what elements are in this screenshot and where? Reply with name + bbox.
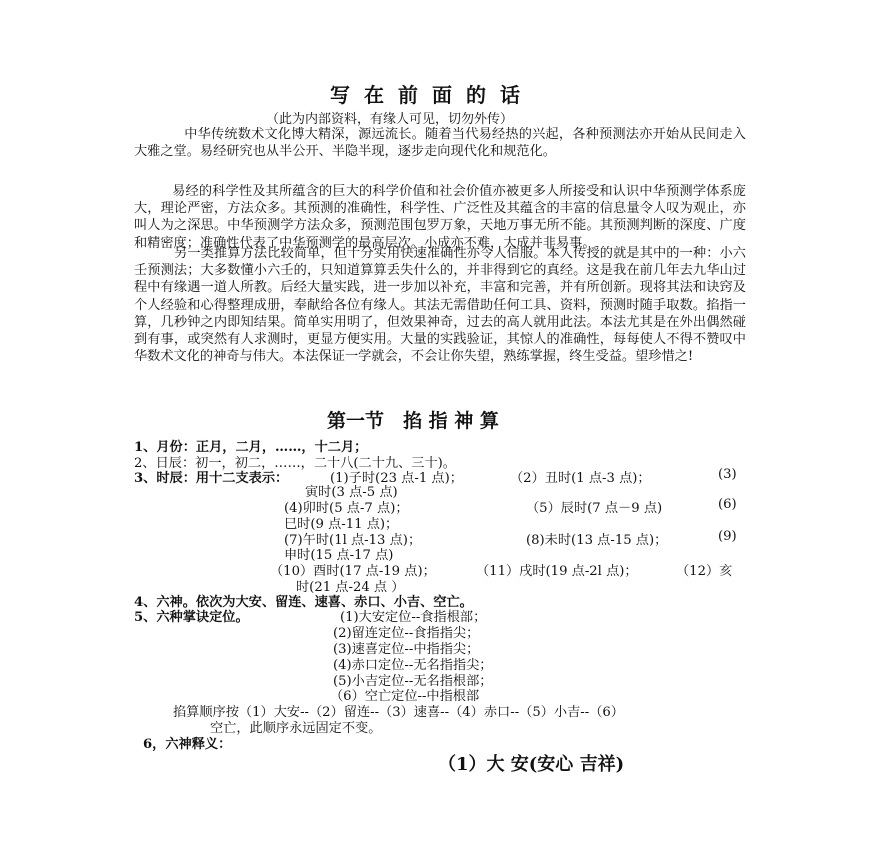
hour-6: 巳时(9 点-11 点)； bbox=[284, 517, 399, 532]
hour-7: (7)午时(1l 点-13 点)； bbox=[284, 533, 422, 548]
hour-1: (1)子时(23 点-1 点)； bbox=[330, 471, 463, 486]
page-title: 写在前面的话 bbox=[330, 83, 534, 107]
order-line-2: 空亡，此顺序永远固定不变。 bbox=[210, 721, 382, 736]
item-dingwei-label: 5、六种掌诀定位。 bbox=[134, 610, 249, 625]
hour-9-num: (9) bbox=[718, 529, 737, 544]
hour-12-num: （12）亥 bbox=[676, 564, 733, 579]
dingwei-5: (5)小吉定位--无名指根部； bbox=[333, 674, 493, 689]
hour-6-num: (6) bbox=[718, 497, 737, 512]
dingwei-3: (3)速喜定位--中指指尖； bbox=[333, 642, 480, 657]
dingwei-1: (1)大安定位--食指根部； bbox=[340, 610, 487, 625]
dingwei-4: (4)赤口定位--无名指指尖； bbox=[333, 658, 493, 673]
dingwei-6: （6）空亡定位--中指根部 bbox=[330, 689, 480, 704]
item-hour-label: 3、时辰：用十二支表示： bbox=[134, 471, 289, 486]
hour-11: （11）戌时(19 点-2l 点)； bbox=[476, 564, 638, 579]
hour-5: （5）辰时(7 点－9 点) bbox=[526, 501, 663, 516]
hour-12: 时(21 点-24 点 ） bbox=[296, 580, 405, 595]
order-line-1: 掐算顺序按（1）大安--（2）留连--（3）速喜--（4）赤口--（5）小吉--（6） bbox=[173, 705, 624, 720]
hour-3: 寅时(3 点-5 点) bbox=[305, 485, 398, 500]
page-subtitle: （此为内部资料，有缘人可见，切勿外传） bbox=[266, 112, 514, 127]
dingwei-2: (2)留连定位--食指指尖； bbox=[333, 626, 480, 641]
item-liushen: 4、六神。依次为大安、留连、速喜、赤口、小吉、空亡。 bbox=[134, 595, 473, 610]
item-month: 1、月份：正月，二月，……，十二月； bbox=[134, 440, 368, 455]
hour-10: （10）酉时(17 点-19 点)； bbox=[270, 564, 436, 579]
hour-4: (4)卯时(5 点-7 点)； bbox=[284, 501, 409, 516]
hour-9: 申时(15 点-17 点) bbox=[284, 548, 394, 563]
hour-3-num: (3) bbox=[718, 467, 737, 482]
hour-2: （2）丑时(1 点-3 点)； bbox=[510, 471, 651, 486]
section-title: 第一节 掐 指 神 算 bbox=[327, 410, 499, 432]
item-day: 2、日辰：初一，初二，……，二十八(二十九、三十)。 bbox=[134, 456, 456, 471]
intro-paragraph-3: 另一类推算方法比较简单，但十分实用快速准确性亦令人信服。本人传授的就是其中的一种：小六壬预测法；大多数懂小六壬的，只知道算算丢失什么的，并非得到它的真经。这是我在前几年去九华山过程中有缘遇一道人所教。后经大量实践，进一步加以补充，丰富和完善，并有所创新。现将其法和诀窍及个人经验和心得整理成册，奉献给各位有缘人。其法无需借助任何工具、资料，预测时随手取数。掐指一算，几秒钟之内即知结果。简单实用明了，但效果神奇，过去的高人就用此法。本法尤其是在外出偶然碰到有事，或突然有人求测时，更显方便实用。大量的实践验证，其惊人的准确性，每每使人不得不赞叹中华数术文化的神奇与伟大。本法保证一学就会，不会让你失望，熟练掌握，终生受益。望珍惜之! bbox=[134, 246, 746, 365]
item-shiyi: 6，六神释义： bbox=[143, 737, 232, 752]
intro-paragraph-2: 易经的科学性及其所蕴含的巨大的科学价值和社会价值亦被更多人所接受和认识中华预测学体系庞大，理论严密，方法众多。其预测的准确性，科学性、广泛性及其蕴含的丰富的信息量令人叹为观止，亦叫人为之深思。中华预测学方法众多，预测范围包罗万象，天地万事无所不能。其预测判断的深度、广度和精密度；准确性代表了中华预测学的最高层次。小成亦不难，大成并非易事。 bbox=[134, 184, 746, 251]
subheading-daan: （1）大 安(安心 吉祥) bbox=[438, 754, 625, 775]
hour-8: (8)未时(13 点-15 点)； bbox=[526, 533, 668, 548]
intro-paragraph-1: 中华传统数术文化博大精深，源远流长。随着当代易经热的兴起，各种预测法亦开始从民间走入大雅之堂。易经研究也从半公开、半隐半现，逐步走向现代化和规范化。 bbox=[134, 127, 746, 160]
